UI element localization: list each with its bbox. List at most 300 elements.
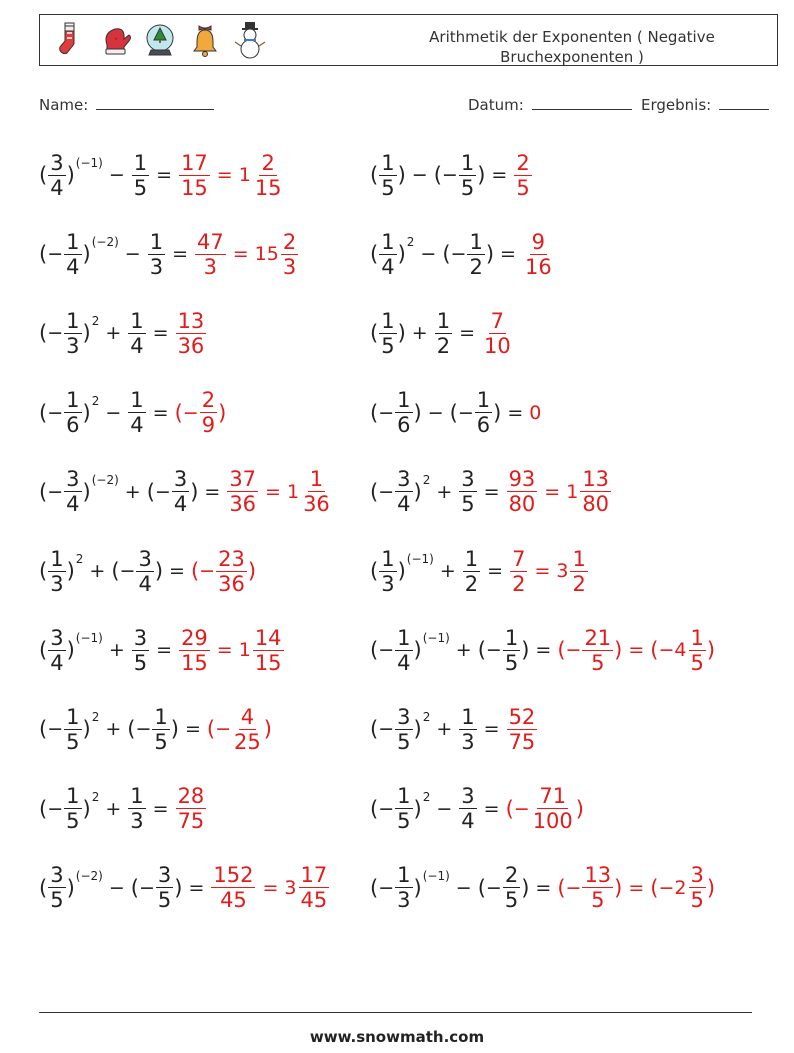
operand-denominator: 5 bbox=[133, 650, 148, 675]
answer-fraction bbox=[582, 627, 613, 674]
operand-denominator: 5 bbox=[154, 729, 168, 754]
mixed-whole: −2 bbox=[658, 876, 687, 899]
mixed-fraction bbox=[689, 864, 706, 911]
exponent: 2 bbox=[75, 552, 84, 566]
answer-fraction bbox=[200, 389, 217, 436]
operator: + bbox=[436, 480, 453, 503]
close-paren: ) bbox=[66, 163, 75, 187]
base-denominator: 4 bbox=[66, 492, 80, 517]
base-fraction bbox=[48, 152, 65, 199]
answer-numerator: 4 bbox=[240, 704, 255, 729]
base-sign: − bbox=[47, 797, 64, 820]
operand-sign: − bbox=[450, 243, 467, 266]
operand-denominator: 5 bbox=[504, 650, 519, 675]
operand-numerator: 1 bbox=[154, 704, 168, 729]
answer-fraction bbox=[232, 706, 263, 753]
operator: + bbox=[105, 718, 122, 741]
operand-denominator: 5 bbox=[133, 175, 148, 200]
operand-numerator: 1 bbox=[504, 625, 519, 650]
operator: + bbox=[439, 560, 456, 582]
equals-sign: = bbox=[184, 718, 201, 741]
answer-sign: − bbox=[513, 797, 530, 820]
answer-numerator: 7 bbox=[512, 546, 526, 571]
operand-fraction bbox=[156, 864, 173, 911]
operand-denominator: 3 bbox=[149, 254, 164, 279]
base-numerator: 1 bbox=[381, 150, 395, 175]
footer-url: www.snowmath.com bbox=[309, 1028, 485, 1046]
base-fraction bbox=[379, 310, 396, 357]
open-paren: ( bbox=[370, 321, 379, 346]
base-denominator: 4 bbox=[381, 254, 395, 279]
equals-sign: = bbox=[483, 480, 500, 503]
operand-denominator: 6 bbox=[476, 413, 491, 438]
answer-numerator: 13 bbox=[584, 863, 612, 888]
problem-item bbox=[370, 224, 555, 284]
header-icons bbox=[48, 19, 273, 63]
mixed-fraction bbox=[301, 468, 332, 515]
mixed-numerator: 3 bbox=[690, 863, 704, 888]
base-sign: − bbox=[47, 401, 64, 424]
answer-value: 0 bbox=[529, 401, 542, 424]
base-fraction bbox=[395, 864, 412, 911]
operator: + bbox=[105, 322, 122, 345]
equals-sign: = bbox=[500, 243, 516, 266]
answer-numerator: 2 bbox=[201, 388, 216, 413]
answer-denominator: 36 bbox=[229, 492, 257, 517]
base-numerator: 3 bbox=[66, 467, 80, 492]
open-paren: ( bbox=[190, 559, 200, 583]
close-paren: ) bbox=[218, 400, 227, 425]
mixed-numerator: 1 bbox=[690, 625, 704, 650]
result-field bbox=[641, 94, 769, 114]
worksheet-header bbox=[39, 14, 778, 66]
open-paren: ( bbox=[111, 559, 120, 583]
answer-fraction bbox=[507, 706, 538, 753]
mixed-fraction bbox=[253, 152, 284, 199]
operand-sign: − bbox=[457, 401, 474, 424]
mixed-fraction bbox=[299, 864, 330, 911]
close-paren: ) bbox=[82, 479, 91, 504]
base-numerator: 3 bbox=[397, 467, 411, 492]
open-paren: ( bbox=[206, 717, 216, 742]
open-paren: ( bbox=[174, 400, 183, 425]
mixed-whole: 3 bbox=[556, 560, 569, 582]
base-sign: − bbox=[47, 718, 64, 741]
problem-item bbox=[370, 858, 715, 918]
base-denominator: 4 bbox=[66, 254, 80, 279]
operator: − bbox=[124, 243, 141, 266]
base-denominator: 3 bbox=[66, 333, 80, 358]
base-fraction bbox=[64, 389, 81, 436]
answer-denominator: 15 bbox=[181, 175, 208, 200]
mixed-fraction bbox=[570, 548, 587, 595]
problem-item bbox=[39, 858, 330, 918]
base-numerator: 1 bbox=[66, 308, 80, 333]
problem-item bbox=[370, 699, 538, 759]
title-line-1: Arithmetik der Exponenten ( Negative bbox=[429, 28, 715, 46]
operand-numerator: 3 bbox=[461, 467, 475, 492]
operand-denominator: 3 bbox=[130, 809, 144, 834]
close-paren: ) bbox=[397, 559, 406, 583]
problem-item bbox=[370, 303, 514, 363]
problem-item bbox=[370, 779, 584, 839]
answer-numerator: 71 bbox=[539, 784, 567, 809]
open-paren: ( bbox=[130, 875, 139, 900]
close-paren: ) bbox=[413, 796, 422, 821]
base-numerator: 1 bbox=[397, 784, 411, 809]
base-denominator: 5 bbox=[66, 809, 80, 834]
close-paren: ) bbox=[82, 717, 91, 742]
base-numerator: 3 bbox=[397, 704, 411, 729]
answer-fraction bbox=[510, 548, 527, 595]
mixed-denominator: 2 bbox=[572, 571, 586, 596]
exponent: 2 bbox=[91, 789, 100, 804]
operator: + bbox=[124, 480, 141, 503]
operand-fraction bbox=[467, 231, 484, 278]
equals-sign: = bbox=[628, 639, 645, 662]
answer bbox=[226, 468, 332, 515]
operand-fraction bbox=[503, 627, 520, 674]
open-paren: ( bbox=[39, 400, 48, 425]
answer-numerator: 21 bbox=[584, 625, 612, 650]
name-field bbox=[39, 94, 214, 114]
base-fraction bbox=[379, 231, 396, 278]
operand-sign: − bbox=[119, 560, 136, 582]
answer bbox=[506, 785, 584, 832]
problem-item bbox=[39, 462, 333, 522]
answer bbox=[509, 548, 589, 595]
exponent: (−2) bbox=[91, 472, 119, 487]
operand-sign: − bbox=[485, 639, 502, 662]
operand-sign: − bbox=[485, 876, 502, 899]
base-fraction bbox=[64, 785, 81, 832]
base-denominator: 5 bbox=[397, 729, 411, 754]
open-paren: ( bbox=[433, 163, 442, 187]
open-paren: ( bbox=[370, 163, 379, 187]
base-fraction bbox=[64, 706, 81, 753]
close-paren: ) bbox=[247, 559, 257, 583]
operand-fraction bbox=[475, 389, 492, 436]
base-denominator: 3 bbox=[381, 571, 395, 596]
base-fraction bbox=[395, 785, 412, 832]
base-fraction bbox=[64, 468, 81, 515]
answer-denominator: 75 bbox=[177, 809, 205, 834]
base-fraction bbox=[395, 627, 412, 674]
operand-denominator: 5 bbox=[460, 175, 475, 200]
base-denominator: 5 bbox=[381, 333, 395, 358]
operator: + bbox=[436, 718, 453, 741]
answer-denominator: 5 bbox=[591, 888, 605, 913]
mixed-numerator: 17 bbox=[300, 863, 328, 888]
operand-denominator: 2 bbox=[464, 571, 479, 596]
operand-denominator: 2 bbox=[469, 254, 483, 279]
answer bbox=[522, 231, 555, 278]
answer-numerator: 47 bbox=[196, 229, 224, 254]
answer-fraction bbox=[582, 864, 613, 911]
answer bbox=[207, 706, 272, 753]
base-fraction bbox=[395, 389, 412, 436]
exponent: (−1) bbox=[75, 156, 103, 170]
open-paren: ( bbox=[557, 638, 566, 663]
base-fraction bbox=[48, 864, 65, 911]
open-paren: ( bbox=[477, 875, 486, 900]
answer-sign: − bbox=[182, 401, 199, 424]
operand-fraction bbox=[459, 468, 476, 515]
answer-fraction bbox=[179, 152, 210, 199]
answer-fraction bbox=[523, 231, 554, 278]
answer bbox=[557, 864, 715, 911]
equals-sign: = bbox=[535, 639, 552, 662]
answer bbox=[175, 785, 208, 832]
base-denominator: 5 bbox=[50, 888, 64, 913]
base-fraction bbox=[64, 310, 81, 357]
problem-item bbox=[39, 779, 207, 839]
base-numerator: 1 bbox=[50, 546, 64, 571]
operator: + bbox=[105, 797, 122, 820]
answer-numerator: 7 bbox=[490, 308, 505, 333]
open-paren: ( bbox=[39, 321, 48, 346]
open-paren: ( bbox=[650, 875, 659, 900]
date-blank[interactable] bbox=[532, 94, 632, 110]
operand-fraction bbox=[459, 152, 476, 199]
mixed-fraction bbox=[689, 627, 706, 674]
answer bbox=[194, 231, 299, 278]
answer-denominator: 75 bbox=[508, 729, 536, 754]
answer-numerator: 13 bbox=[177, 308, 205, 333]
open-paren: ( bbox=[557, 875, 566, 900]
snow-globe-icon bbox=[138, 19, 183, 63]
base-numerator: 1 bbox=[381, 308, 395, 333]
base-fraction bbox=[48, 627, 65, 674]
problem-item bbox=[370, 462, 612, 522]
answer-fraction bbox=[227, 468, 258, 515]
base-sign: − bbox=[378, 639, 395, 662]
open-paren: ( bbox=[477, 638, 486, 663]
mixed-denominator: 45 bbox=[300, 888, 328, 913]
answer bbox=[210, 864, 330, 911]
base-denominator: 4 bbox=[397, 492, 411, 517]
problem-item bbox=[39, 699, 272, 759]
mixed-denominator: 15 bbox=[254, 650, 282, 675]
close-paren: ) bbox=[413, 400, 422, 425]
answer-numerator: 52 bbox=[508, 704, 536, 729]
title-line-2: Bruchexponenten ) bbox=[500, 48, 644, 66]
answer-denominator: 36 bbox=[177, 333, 205, 358]
base-numerator: 1 bbox=[381, 229, 395, 254]
mitten-icon bbox=[93, 19, 138, 63]
name-label: Name: bbox=[39, 96, 89, 114]
problem-item bbox=[370, 541, 589, 601]
equals-sign: = bbox=[628, 876, 645, 899]
worksheet-title bbox=[407, 27, 737, 67]
base-denominator: 4 bbox=[50, 650, 64, 675]
operand-fraction bbox=[435, 310, 452, 357]
operand-numerator: 1 bbox=[460, 150, 475, 175]
exponent: (−1) bbox=[422, 631, 450, 646]
close-paren: ) bbox=[397, 242, 406, 267]
equals-sign: = bbox=[188, 876, 205, 899]
operand-fraction bbox=[459, 706, 476, 753]
answer-denominator: 45 bbox=[220, 888, 247, 913]
exponent: 2 bbox=[422, 472, 431, 487]
answer-numerator: 29 bbox=[181, 625, 208, 650]
snowman-icon bbox=[228, 19, 273, 63]
answer bbox=[191, 548, 256, 595]
exponent: (−2) bbox=[75, 868, 103, 883]
equals-sign: = bbox=[535, 876, 552, 899]
date-label: Datum: bbox=[468, 96, 524, 114]
answer-denominator: 10 bbox=[484, 333, 511, 358]
answer bbox=[481, 310, 514, 357]
mixed-whole: 1 bbox=[238, 639, 251, 662]
base-denominator: 4 bbox=[50, 175, 64, 200]
close-paren: ) bbox=[82, 321, 91, 346]
mixed-denominator: 5 bbox=[690, 888, 704, 913]
operand-numerator: 2 bbox=[504, 863, 519, 888]
answer-fraction bbox=[211, 864, 255, 911]
close-paren: ) bbox=[170, 717, 179, 742]
operand-numerator: 1 bbox=[461, 704, 475, 729]
operand-numerator: 3 bbox=[157, 863, 172, 888]
equals-sign: = bbox=[534, 560, 551, 582]
equals-sign: = bbox=[487, 560, 504, 582]
answer-denominator: 2 bbox=[512, 571, 526, 596]
answer-denominator: 36 bbox=[218, 571, 245, 596]
close-paren: ) bbox=[413, 479, 422, 504]
answer-numerator: 93 bbox=[508, 467, 536, 492]
answer bbox=[178, 152, 284, 199]
close-paren: ) bbox=[521, 638, 530, 663]
equals-sign: = bbox=[156, 164, 173, 186]
operand-numerator: 1 bbox=[130, 784, 144, 809]
base-denominator: 4 bbox=[397, 650, 411, 675]
operator: − bbox=[420, 243, 437, 266]
mixed-denominator: 80 bbox=[582, 492, 610, 517]
answer-fraction bbox=[216, 548, 247, 595]
operand-numerator: 1 bbox=[149, 229, 164, 254]
operand-denominator: 4 bbox=[138, 571, 152, 596]
equals-sign: = bbox=[544, 480, 561, 503]
operator: − bbox=[108, 164, 125, 186]
bell-icon bbox=[183, 19, 228, 63]
operand-denominator: 5 bbox=[157, 888, 172, 913]
stocking-icon bbox=[48, 19, 93, 63]
operator: − bbox=[427, 401, 444, 424]
exponent: 2 bbox=[91, 314, 100, 329]
problem-item bbox=[39, 145, 285, 205]
operator: − bbox=[436, 797, 453, 820]
name-blank[interactable] bbox=[96, 94, 214, 110]
exponent: (−1) bbox=[422, 868, 450, 883]
operand-numerator: 1 bbox=[436, 308, 451, 333]
base-fraction bbox=[379, 152, 396, 199]
operator: − bbox=[105, 401, 122, 424]
open-paren: ( bbox=[39, 559, 48, 583]
answer-sign: − bbox=[199, 560, 216, 582]
open-paren: ( bbox=[39, 163, 48, 187]
equals-sign: = bbox=[459, 322, 475, 345]
answer bbox=[175, 310, 208, 357]
exponent: (−2) bbox=[91, 235, 119, 250]
operand-fraction bbox=[503, 864, 520, 911]
operand-numerator: 1 bbox=[464, 546, 479, 571]
open-paren: ( bbox=[39, 875, 48, 900]
exponent: 2 bbox=[422, 710, 431, 725]
base-fraction bbox=[395, 468, 412, 515]
answer-sign: − bbox=[565, 639, 582, 662]
answer-denominator: 16 bbox=[524, 254, 552, 279]
operator: + bbox=[89, 560, 106, 582]
open-paren: ( bbox=[442, 242, 451, 267]
open-paren: ( bbox=[39, 479, 48, 504]
answer-numerator: 37 bbox=[229, 467, 257, 492]
close-paren: ) bbox=[82, 400, 91, 425]
close-paren: ) bbox=[82, 796, 91, 821]
operand-numerator: 3 bbox=[461, 784, 475, 809]
answer bbox=[557, 627, 715, 674]
base-denominator: 3 bbox=[397, 888, 411, 913]
base-numerator: 3 bbox=[50, 863, 64, 888]
operator: − bbox=[108, 876, 125, 899]
base-denominator: 6 bbox=[66, 413, 80, 438]
operand-fraction bbox=[128, 785, 145, 832]
operand-fraction bbox=[128, 389, 145, 436]
answer-fraction bbox=[176, 310, 207, 357]
base-fraction bbox=[395, 706, 412, 753]
open-paren: ( bbox=[370, 559, 379, 583]
equals-sign: = bbox=[483, 718, 500, 741]
footer-divider bbox=[39, 1012, 752, 1013]
base-numerator: 1 bbox=[66, 388, 80, 413]
equals-sign: = bbox=[507, 401, 524, 424]
answer bbox=[529, 402, 541, 424]
answer-sign: − bbox=[215, 718, 232, 741]
operand-numerator: 1 bbox=[130, 388, 144, 413]
operand-sign: − bbox=[135, 718, 152, 741]
base-denominator: 3 bbox=[50, 571, 64, 596]
equals-sign: = bbox=[265, 480, 281, 503]
answer-fraction bbox=[179, 627, 210, 674]
answer-denominator: 9 bbox=[201, 413, 216, 438]
operand-fraction bbox=[128, 310, 145, 357]
close-paren: ) bbox=[706, 638, 716, 663]
mixed-whole: 15 bbox=[254, 243, 279, 266]
equals-sign: = bbox=[483, 797, 500, 820]
close-paren: ) bbox=[154, 559, 164, 583]
answer-numerator: 152 bbox=[213, 863, 254, 888]
base-fraction bbox=[379, 548, 396, 595]
answer-fraction bbox=[482, 310, 513, 357]
operand-denominator: 3 bbox=[461, 729, 475, 754]
base-numerator: 1 bbox=[66, 704, 80, 729]
answer-numerator: 17 bbox=[181, 150, 208, 175]
mixed-whole: 3 bbox=[284, 876, 297, 899]
result-blank[interactable] bbox=[719, 94, 769, 110]
open-paren: ( bbox=[370, 400, 379, 425]
problem-item bbox=[39, 541, 256, 601]
exponent: 2 bbox=[91, 393, 100, 408]
open-paren: ( bbox=[39, 717, 48, 742]
close-paren: ) bbox=[66, 875, 75, 900]
base-numerator: 1 bbox=[66, 229, 80, 254]
mixed-fraction bbox=[253, 627, 284, 674]
answer-numerator: 28 bbox=[177, 784, 205, 809]
close-paren: ) bbox=[614, 638, 623, 663]
answer-sign: − bbox=[565, 876, 582, 899]
close-paren: ) bbox=[413, 638, 422, 663]
answer-denominator: 80 bbox=[508, 492, 536, 517]
base-numerator: 1 bbox=[66, 784, 80, 809]
